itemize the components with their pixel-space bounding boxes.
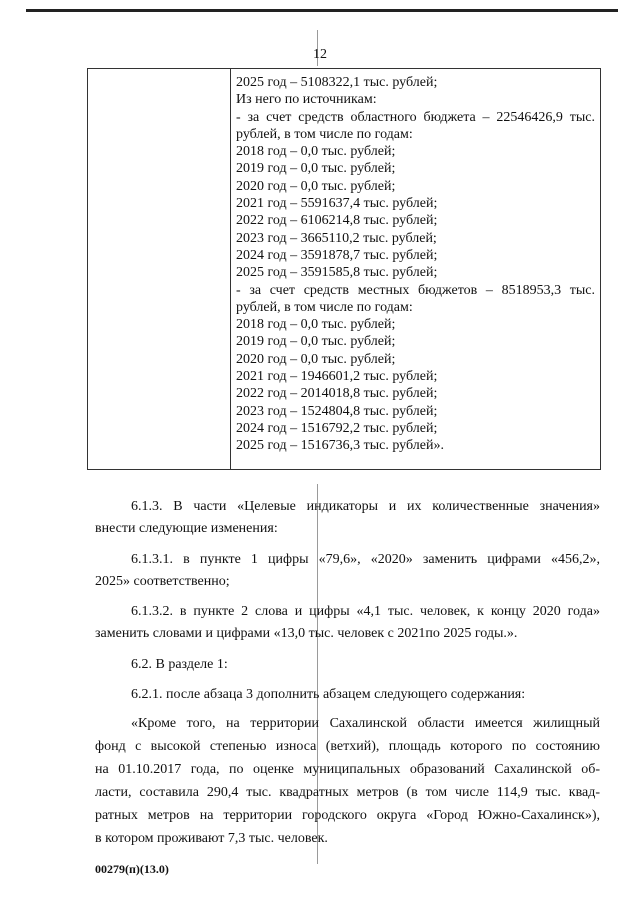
paragraph-line: фонд с высокой степенью износа (ветхий), площадь которого по состоянию xyxy=(95,738,600,754)
table-cell-line: 2025 год – 1516736,3 тыс. рублей». xyxy=(236,438,444,454)
paragraph-line: 6.1.3.2. в пункте 2 слова и цифры «4,1 тыс. человек, к концу 2020 года» xyxy=(131,604,600,619)
table-cell-line: - за счет средств областного бюджета – 22546426,9 тыс. xyxy=(236,109,595,125)
top-rule xyxy=(26,9,618,12)
paragraph-line: 6.2.1. после абзаца 3 дополнить абзацем следующего содержания: xyxy=(131,687,526,702)
table-cell-line: - за счет средств местных бюджетов – 8518953,3 тыс. xyxy=(236,282,595,298)
paragraph-6-2-1 xyxy=(95,684,600,706)
table-cell-line: рублей, в том числе по годам: xyxy=(236,126,413,142)
footer-document-code: 00279(п)(13.0) xyxy=(95,862,169,876)
table-cell-line: 2025 год – 3591585,8 тыс. рублей; xyxy=(236,265,438,281)
table-cell-line: 2021 год – 5591637,4 тыс. рублей; xyxy=(236,196,438,212)
table-cell-line: 2022 год – 2014018,8 тыс. рублей; xyxy=(236,386,438,402)
paragraph-quote xyxy=(95,712,600,850)
table-cell-line: 2020 год – 0,0 тыс. рублей; xyxy=(236,351,396,367)
paragraph-6-1-3-2 xyxy=(95,601,600,645)
paragraph-line: ратных метров на территории городского округа «Город Южно-Сахалинск»), xyxy=(95,807,600,823)
paragraph-line: «Кроме того, на территории Сахалинской области имеется жилищный xyxy=(131,715,600,731)
table-cell-line: Из него по источникам: xyxy=(236,92,377,108)
table-cell-line: 2025 год – 5108322,1 тыс. рублей; xyxy=(236,75,438,90)
paragraph-line: 6.1.3.1. в пункте 1 цифры «79,6», «2020» заменить цифрами «456,2», xyxy=(131,551,600,567)
paragraph-line: ласти, составила 290,4 тыс. квадратных метров (в том числе 114,9 тыс. квад- xyxy=(95,784,600,800)
body-text xyxy=(95,496,600,858)
table-cell-line: 2018 год – 0,0 тыс. рублей; xyxy=(236,317,396,333)
paragraph-line: 2025» соответственно; xyxy=(95,573,230,589)
table-cell-line: 2023 год – 3665110,2 тыс. рублей; xyxy=(236,230,437,246)
table-cell-line: рублей, в том числе по годам: xyxy=(236,299,413,315)
paragraph-6-1-3 xyxy=(95,496,600,540)
table-cell-line: 2023 год – 1524804,8 тыс. рублей; xyxy=(236,403,438,419)
paragraph-line: в котором проживают 7,3 тыс. человек. xyxy=(95,830,328,846)
table-cell-line: 2024 год – 3591878,7 тыс. рублей; xyxy=(236,247,438,263)
paragraph-6-1-3-1 xyxy=(95,549,600,593)
page-number: 12 xyxy=(313,47,327,62)
table-cell-line: 2024 год – 1516792,2 тыс. рублей; xyxy=(236,420,438,436)
paragraph-line: внести следующие изменения: xyxy=(95,521,278,536)
paragraph-6-2 xyxy=(95,654,600,676)
table-cell-line: 2019 год – 0,0 тыс. рублей; xyxy=(236,161,396,177)
table-column-divider xyxy=(230,69,231,469)
table-cell-line: 2021 год – 1946601,2 тыс. рублей; xyxy=(236,369,438,385)
paragraph-line: заменить словами и цифрами «13,0 тыс. человек с 2021по 2025 годы.». xyxy=(95,626,518,641)
table-cell-line: 2019 год – 0,0 тыс. рублей; xyxy=(236,334,396,350)
paragraph-line: на 01.10.2017 года, по оценке муниципальных образований Сахалинской об- xyxy=(95,761,600,777)
table-cell-line: 2022 год – 6106214,8 тыс. рублей; xyxy=(236,213,438,229)
table-right-cell xyxy=(236,74,595,455)
table-cell-line: 2020 год – 0,0 тыс. рублей; xyxy=(236,178,396,194)
paragraph-line: 6.1.3. В части «Целевые индикаторы и их количественные значения» xyxy=(131,499,600,514)
paragraph-line: 6.2. В разделе 1: xyxy=(131,656,228,672)
budget-table xyxy=(87,68,601,470)
table-cell-line: 2018 год – 0,0 тыс. рублей; xyxy=(236,144,396,160)
